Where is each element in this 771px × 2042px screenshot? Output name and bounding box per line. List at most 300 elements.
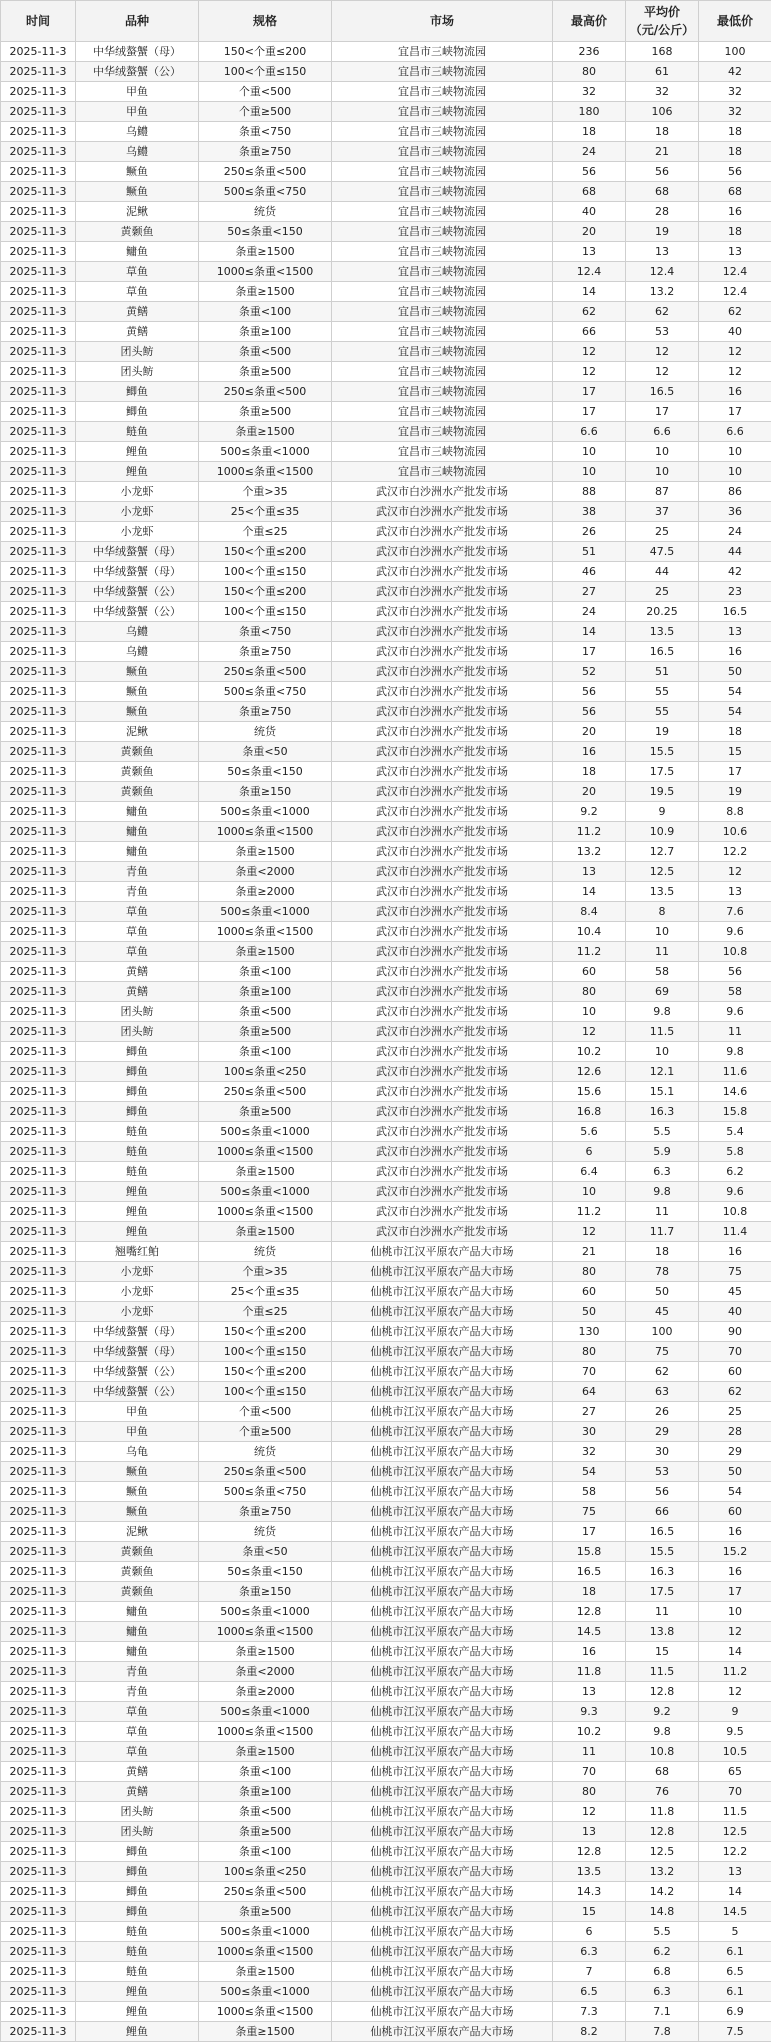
table-row [1,1442,771,1462]
cell-min-price: 9.6 [699,1002,771,1022]
cell-min-price: 17 [699,762,771,782]
table-row [1,62,771,82]
cell-variety: 鲫鱼 [76,1842,199,1862]
header-spec: 规格 [199,1,332,42]
cell-variety: 团头鲂 [76,1822,199,1842]
cell-date: 2025-11-3 [1,1822,76,1842]
cell-date: 2025-11-3 [1,1142,76,1162]
cell-variety: 鳙鱼 [76,842,199,862]
cell-variety: 鲢鱼 [76,1962,199,1982]
cell-spec: 条重<2000 [199,1662,332,1682]
cell-spec: 50≤条重<150 [199,1562,332,1582]
cell-spec: 个重>35 [199,482,332,502]
cell-max-price: 13 [553,862,626,882]
cell-date: 2025-11-3 [1,1922,76,1942]
cell-market: 宜昌市三峡物流园 [332,402,553,422]
cell-variety: 中华绒螯蟹（母） [76,542,199,562]
cell-max-price: 54 [553,1462,626,1482]
cell-avg-price: 87 [626,482,699,502]
table-row [1,642,771,662]
cell-market: 宜昌市三峡物流园 [332,322,553,342]
cell-min-price: 7.6 [699,902,771,922]
cell-min-price: 54 [699,1482,771,1502]
cell-min-price: 10 [699,442,771,462]
cell-market: 仙桃市江汉平原农产品大市场 [332,1922,553,1942]
cell-market: 仙桃市江汉平原农产品大市场 [332,1262,553,1282]
cell-avg-price: 16.3 [626,1102,699,1122]
table-row [1,282,771,302]
cell-max-price: 60 [553,1282,626,1302]
cell-variety: 中华绒螯蟹（公） [76,1362,199,1382]
cell-variety: 乌鳢 [76,142,199,162]
cell-spec: 500≤条重<1000 [199,442,332,462]
cell-min-price: 11.6 [699,1062,771,1082]
table-row [1,1282,771,1302]
cell-variety: 鲫鱼 [76,1042,199,1062]
cell-variety: 鳙鱼 [76,822,199,842]
cell-max-price: 10.2 [553,1042,626,1062]
cell-date: 2025-11-3 [1,1762,76,1782]
cell-min-price: 5.4 [699,1122,771,1142]
cell-date: 2025-11-3 [1,1382,76,1402]
cell-date: 2025-11-3 [1,42,76,62]
table-row [1,1122,771,1142]
cell-max-price: 88 [553,482,626,502]
cell-max-price: 236 [553,42,626,62]
cell-max-price: 6.5 [553,1982,626,2002]
cell-variety: 黄鳝 [76,322,199,342]
cell-variety: 鲢鱼 [76,1942,199,1962]
cell-min-price: 7.5 [699,2022,771,2042]
cell-max-price: 64 [553,1382,626,1402]
cell-market: 宜昌市三峡物流园 [332,302,553,322]
table-row [1,542,771,562]
table-row [1,1222,771,1242]
cell-variety: 甲鱼 [76,1402,199,1422]
cell-date: 2025-11-3 [1,1102,76,1122]
cell-market: 武汉市白沙洲水产批发市场 [332,582,553,602]
cell-min-price: 10.8 [699,1202,771,1222]
cell-market: 武汉市白沙洲水产批发市场 [332,722,553,742]
cell-avg-price: 53 [626,1462,699,1482]
cell-spec: 条重≥500 [199,362,332,382]
cell-max-price: 15.6 [553,1082,626,1102]
table-row [1,902,771,922]
cell-date: 2025-11-3 [1,1062,76,1082]
cell-max-price: 27 [553,1402,626,1422]
table-row [1,1402,771,1422]
cell-max-price: 13 [553,1682,626,1702]
cell-max-price: 11.2 [553,1202,626,1222]
cell-market: 武汉市白沙洲水产批发市场 [332,982,553,1002]
cell-min-price: 25 [699,1402,771,1422]
cell-max-price: 6.4 [553,1162,626,1182]
table-row [1,1722,771,1742]
cell-market: 宜昌市三峡物流园 [332,422,553,442]
cell-variety: 乌鳢 [76,642,199,662]
cell-variety: 中华绒螯蟹（母） [76,562,199,582]
cell-date: 2025-11-3 [1,182,76,202]
cell-avg-price: 18 [626,1242,699,1262]
cell-market: 仙桃市江汉平原农产品大市场 [332,1402,553,1422]
cell-min-price: 11.2 [699,1662,771,1682]
cell-min-price: 56 [699,162,771,182]
table-row [1,782,771,802]
cell-min-price: 32 [699,82,771,102]
table-row [1,262,771,282]
header-avg-price [626,1,699,42]
cell-date: 2025-11-3 [1,1782,76,1802]
table-row [1,1682,771,1702]
cell-variety: 乌龟 [76,1442,199,1462]
table-row [1,342,771,362]
cell-market: 仙桃市江汉平原农产品大市场 [332,1362,553,1382]
cell-spec: 条重<100 [199,1842,332,1862]
table-row [1,762,771,782]
cell-spec: 条重≥1500 [199,842,332,862]
cell-date: 2025-11-3 [1,482,76,502]
cell-avg-price: 16.5 [626,642,699,662]
table-body [1,42,771,2042]
cell-avg-price: 15.5 [626,1542,699,1562]
cell-date: 2025-11-3 [1,122,76,142]
table-row [1,1642,771,1662]
cell-market: 武汉市白沙洲水产批发市场 [332,1122,553,1142]
cell-spec: 统货 [199,722,332,742]
cell-min-price: 9.8 [699,1042,771,1062]
cell-market: 武汉市白沙洲水产批发市场 [332,1082,553,1102]
cell-spec: 条重<100 [199,1042,332,1062]
table-row [1,602,771,622]
table-row [1,582,771,602]
cell-date: 2025-11-3 [1,1842,76,1862]
cell-max-price: 56 [553,682,626,702]
cell-max-price: 6 [553,1142,626,1162]
cell-market: 仙桃市江汉平原农产品大市场 [332,1582,553,1602]
cell-spec: 250≤条重<500 [199,662,332,682]
cell-max-price: 12.8 [553,1602,626,1622]
cell-date: 2025-11-3 [1,242,76,262]
cell-market: 仙桃市江汉平原农产品大市场 [332,1962,553,1982]
cell-avg-price: 26 [626,1402,699,1422]
cell-avg-price: 15.5 [626,742,699,762]
cell-market: 武汉市白沙洲水产批发市场 [332,482,553,502]
cell-date: 2025-11-3 [1,1622,76,1642]
cell-market: 仙桃市江汉平原农产品大市场 [332,1702,553,1722]
cell-min-price: 36 [699,502,771,522]
cell-min-price: 11 [699,1022,771,1042]
table-row [1,1662,771,1682]
cell-market: 宜昌市三峡物流园 [332,382,553,402]
cell-spec: 500≤条重<1000 [199,1702,332,1722]
cell-min-price: 16 [699,1242,771,1262]
cell-date: 2025-11-3 [1,602,76,622]
cell-avg-price: 10.8 [626,1742,699,1762]
cell-variety: 鲫鱼 [76,1862,199,1882]
cell-spec: 1000≤条重<1500 [199,1942,332,1962]
cell-market: 宜昌市三峡物流园 [332,282,553,302]
table-row [1,922,771,942]
cell-min-price: 12 [699,862,771,882]
table-row [1,1842,771,1862]
cell-max-price: 52 [553,662,626,682]
cell-min-price: 12.4 [699,262,771,282]
table-row [1,1182,771,1202]
cell-avg-price: 28 [626,202,699,222]
table-row [1,302,771,322]
cell-max-price: 7.3 [553,2002,626,2022]
cell-variety: 中华绒螯蟹（母） [76,1342,199,1362]
cell-date: 2025-11-3 [1,762,76,782]
cell-max-price: 32 [553,1442,626,1462]
header-max-price: 最高价 [553,1,626,42]
cell-avg-price: 12.8 [626,1822,699,1842]
cell-market: 武汉市白沙洲水产批发市场 [332,1222,553,1242]
table-row [1,1782,771,1802]
cell-date: 2025-11-3 [1,502,76,522]
table-row [1,962,771,982]
cell-avg-price: 10 [626,1042,699,1062]
cell-avg-price: 10 [626,462,699,482]
cell-market: 仙桃市江汉平原农产品大市场 [332,1682,553,1702]
cell-variety: 中华绒螯蟹（公） [76,602,199,622]
cell-variety: 甲鱼 [76,82,199,102]
header-avg-label: 平均价 [644,5,680,19]
cell-variety: 小龙虾 [76,1282,199,1302]
table-row [1,222,771,242]
cell-avg-price: 18 [626,122,699,142]
cell-market: 武汉市白沙洲水产批发市场 [332,542,553,562]
cell-avg-price: 16.5 [626,382,699,402]
cell-spec: 1000≤条重<1500 [199,1722,332,1742]
cell-spec: 条重≥500 [199,402,332,422]
cell-avg-price: 50 [626,1282,699,1302]
cell-variety: 鲫鱼 [76,382,199,402]
cell-max-price: 14 [553,882,626,902]
table-row [1,802,771,822]
cell-variety: 鲤鱼 [76,1222,199,1242]
cell-variety: 黄颡鱼 [76,762,199,782]
cell-variety: 草鱼 [76,262,199,282]
cell-spec: 150<个重≤200 [199,1362,332,1382]
cell-min-price: 45 [699,1282,771,1302]
cell-avg-price: 51 [626,662,699,682]
cell-spec: 条重≥150 [199,782,332,802]
cell-max-price: 6.6 [553,422,626,442]
cell-market: 仙桃市江汉平原农产品大市场 [332,1762,553,1782]
cell-min-price: 6.5 [699,1962,771,1982]
cell-max-price: 75 [553,1502,626,1522]
cell-variety: 鳜鱼 [76,702,199,722]
cell-max-price: 10 [553,1002,626,1022]
table-row [1,42,771,62]
cell-market: 仙桃市江汉平原农产品大市场 [332,1822,553,1842]
cell-market: 仙桃市江汉平原农产品大市场 [332,1242,553,1262]
cell-market: 仙桃市江汉平原农产品大市场 [332,1562,553,1582]
cell-avg-price: 61 [626,62,699,82]
cell-avg-price: 21 [626,142,699,162]
cell-spec: 25<个重≤35 [199,1282,332,1302]
cell-variety: 草鱼 [76,1742,199,1762]
cell-market: 宜昌市三峡物流园 [332,102,553,122]
cell-min-price: 62 [699,1382,771,1402]
cell-avg-price: 16.5 [626,1522,699,1542]
cell-min-price: 100 [699,42,771,62]
cell-date: 2025-11-3 [1,1982,76,2002]
cell-min-price: 23 [699,582,771,602]
cell-spec: 条重<100 [199,962,332,982]
table-row [1,202,771,222]
cell-market: 武汉市白沙洲水产批发市场 [332,1142,553,1162]
cell-max-price: 9.3 [553,1702,626,1722]
cell-date: 2025-11-3 [1,262,76,282]
cell-market: 武汉市白沙洲水产批发市场 [332,842,553,862]
cell-date: 2025-11-3 [1,962,76,982]
cell-date: 2025-11-3 [1,1222,76,1242]
cell-date: 2025-11-3 [1,1962,76,1982]
cell-avg-price: 25 [626,582,699,602]
cell-variety: 鲫鱼 [76,1102,199,1122]
table-row [1,1982,771,2002]
cell-min-price: 28 [699,1422,771,1442]
cell-spec: 250≤条重<500 [199,1082,332,1102]
cell-max-price: 46 [553,562,626,582]
cell-avg-price: 14.2 [626,1882,699,1902]
cell-variety: 草鱼 [76,1702,199,1722]
table-row [1,1862,771,1882]
cell-date: 2025-11-3 [1,422,76,442]
table-row [1,142,771,162]
header-row [1,1,771,42]
cell-max-price: 10 [553,462,626,482]
cell-max-price: 56 [553,702,626,722]
cell-max-price: 12 [553,1222,626,1242]
cell-max-price: 17 [553,382,626,402]
cell-min-price: 16 [699,1522,771,1542]
cell-market: 仙桃市江汉平原农产品大市场 [332,1502,553,1522]
cell-spec: 条重≥1500 [199,242,332,262]
cell-market: 武汉市白沙洲水产批发市场 [332,822,553,842]
cell-date: 2025-11-3 [1,1462,76,1482]
cell-max-price: 58 [553,1482,626,1502]
cell-date: 2025-11-3 [1,1682,76,1702]
table-row [1,1022,771,1042]
cell-variety: 鲫鱼 [76,1902,199,1922]
table-row [1,1102,771,1122]
cell-variety: 鲫鱼 [76,1882,199,1902]
cell-date: 2025-11-3 [1,562,76,582]
cell-spec: 统货 [199,1442,332,1462]
cell-min-price: 70 [699,1782,771,1802]
cell-spec: 条重<750 [199,622,332,642]
cell-variety: 草鱼 [76,922,199,942]
cell-variety: 鳜鱼 [76,1482,199,1502]
cell-avg-price: 6.6 [626,422,699,442]
table-row [1,1502,771,1522]
cell-date: 2025-11-3 [1,1942,76,1962]
cell-variety: 中华绒螯蟹（母） [76,1322,199,1342]
cell-max-price: 14.5 [553,1622,626,1642]
cell-max-price: 18 [553,1582,626,1602]
cell-market: 武汉市白沙洲水产批发市场 [332,922,553,942]
table-row [1,1762,771,1782]
cell-date: 2025-11-3 [1,1122,76,1142]
cell-max-price: 62 [553,302,626,322]
cell-spec: 条重≥1500 [199,422,332,442]
cell-variety: 青鱼 [76,882,199,902]
cell-market: 仙桃市江汉平原农产品大市场 [332,1442,553,1462]
cell-min-price: 6.6 [699,422,771,442]
cell-variety: 小龙虾 [76,1262,199,1282]
cell-avg-price: 56 [626,1482,699,1502]
cell-date: 2025-11-3 [1,1542,76,1562]
cell-max-price: 40 [553,202,626,222]
cell-min-price: 40 [699,322,771,342]
cell-variety: 草鱼 [76,282,199,302]
cell-spec: 统货 [199,1242,332,1262]
cell-date: 2025-11-3 [1,282,76,302]
table-row [1,1922,771,1942]
cell-market: 武汉市白沙洲水产批发市场 [332,802,553,822]
cell-max-price: 16 [553,742,626,762]
table-row [1,1422,771,1442]
table-row [1,1002,771,1022]
cell-variety: 中华绒螯蟹（公） [76,582,199,602]
cell-date: 2025-11-3 [1,1282,76,1302]
table-row [1,1942,771,1962]
cell-avg-price: 29 [626,1422,699,1442]
cell-market: 宜昌市三峡物流园 [332,442,553,462]
cell-min-price: 11.4 [699,1222,771,1242]
cell-min-price: 14.6 [699,1082,771,1102]
table-row [1,662,771,682]
cell-market: 武汉市白沙洲水产批发市场 [332,862,553,882]
cell-spec: 500≤条重<750 [199,1482,332,1502]
cell-variety: 鲤鱼 [76,1202,199,1222]
cell-spec: 条重<500 [199,342,332,362]
cell-variety: 鲢鱼 [76,1922,199,1942]
cell-avg-price: 55 [626,702,699,722]
cell-date: 2025-11-3 [1,1242,76,1262]
cell-date: 2025-11-3 [1,1722,76,1742]
cell-market: 仙桃市江汉平原农产品大市场 [332,1282,553,1302]
cell-market: 武汉市白沙洲水产批发市场 [332,642,553,662]
cell-variety: 黄鳝 [76,1762,199,1782]
cell-min-price: 65 [699,1762,771,1782]
cell-spec: 100≤条重<250 [199,1062,332,1082]
cell-min-price: 5.8 [699,1142,771,1162]
cell-max-price: 66 [553,322,626,342]
cell-max-price: 10 [553,1182,626,1202]
cell-max-price: 11.2 [553,822,626,842]
cell-market: 仙桃市江汉平原农产品大市场 [332,1622,553,1642]
cell-min-price: 6.2 [699,1162,771,1182]
cell-avg-price: 37 [626,502,699,522]
cell-spec: 500≤条重<1000 [199,1122,332,1142]
cell-min-price: 12 [699,362,771,382]
cell-min-price: 10.5 [699,1742,771,1762]
cell-spec: 500≤条重<750 [199,182,332,202]
cell-variety: 鳙鱼 [76,1622,199,1642]
cell-date: 2025-11-3 [1,1522,76,1542]
cell-date: 2025-11-3 [1,582,76,602]
cell-spec: 个重≥500 [199,1422,332,1442]
cell-spec: 条重≥500 [199,1822,332,1842]
cell-min-price: 40 [699,1302,771,1322]
cell-min-price: 15 [699,742,771,762]
cell-variety: 团头鲂 [76,342,199,362]
cell-market: 宜昌市三峡物流园 [332,362,553,382]
